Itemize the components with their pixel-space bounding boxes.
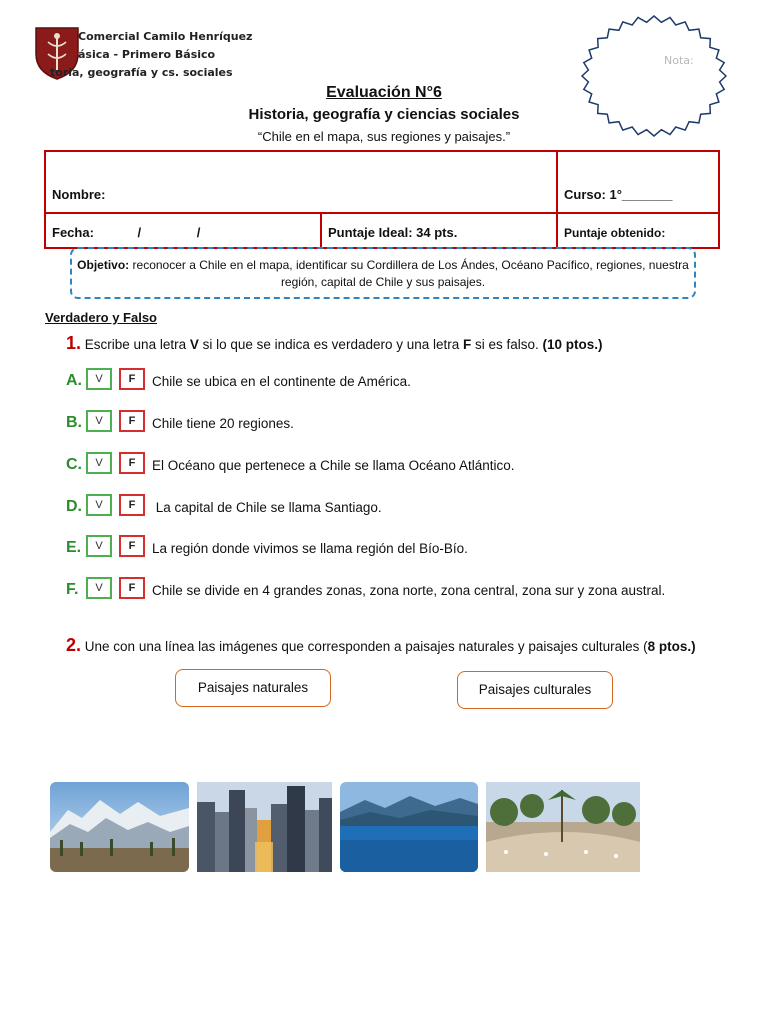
q1-points: (10 ptos.)	[542, 337, 603, 352]
name-field[interactable]	[45, 151, 557, 213]
true-box[interactable]: V	[86, 494, 112, 516]
item-statement: Chile se ubica en el continente de América.	[152, 374, 411, 389]
course-field[interactable]	[557, 151, 719, 213]
q1-text-a: Escribe una letra	[84, 337, 190, 352]
q2-text: Une con una línea las imágenes que corresponden a paisajes naturales y paisajes culturales (	[84, 639, 648, 654]
student-info-table	[44, 150, 720, 249]
q1-text-b: si lo que se indica es verdadero y una letra	[198, 337, 464, 352]
false-box[interactable]: F	[119, 494, 145, 516]
item-letter: E.	[66, 539, 82, 556]
true-box[interactable]: V	[86, 452, 112, 474]
name-label: Nombre:	[52, 187, 106, 202]
item-statement: El Océano que pertenece a Chile se llama Océano Atlántico.	[152, 458, 515, 473]
school-name: Comercial Camilo Henríquez	[78, 30, 253, 43]
evaluation-title: Evaluación N°6	[326, 84, 442, 101]
false-box[interactable]: F	[119, 368, 145, 390]
question-1-prompt	[66, 333, 603, 354]
q1-f: F	[463, 337, 472, 352]
false-box[interactable]: F	[119, 535, 145, 557]
obtained-score-label: Puntaje obtenido:	[564, 226, 666, 240]
section-title: Verdadero y Falso	[45, 310, 157, 325]
date-label: Fecha:	[52, 225, 94, 240]
q1-v: V	[189, 337, 199, 352]
date-slash-2: /	[196, 225, 201, 240]
true-box[interactable]: V	[86, 368, 112, 390]
item-statement: Chile se divide en 4 grandes zonas, zona norte, zona central, zona sur y zona austral.	[152, 583, 666, 598]
cultural-landscapes-label: Paisajes culturales	[457, 671, 613, 709]
item-letter: D.	[66, 498, 82, 515]
q1-text-c: si es falso.	[471, 337, 543, 352]
city-plaza-image[interactable]	[486, 782, 640, 872]
grade-label: Nota:	[664, 54, 694, 67]
ideal-score-label: Puntaje Ideal: 34 pts.	[328, 225, 458, 240]
objective-box	[70, 247, 696, 299]
course-label: Curso: 1°_______	[564, 187, 673, 202]
item-letter: F.	[66, 581, 79, 598]
true-box[interactable]: V	[86, 535, 112, 557]
false-box[interactable]: F	[119, 410, 145, 432]
false-box[interactable]: F	[119, 577, 145, 599]
item-statement: La región donde vivimos se llama región del Bío-Bío.	[152, 541, 468, 556]
evaluation-theme: “Chile en el mapa, sus regiones y paisajes.”	[257, 129, 511, 144]
true-box[interactable]: V	[86, 410, 112, 432]
false-box[interactable]: F	[119, 452, 145, 474]
date-slash-1: /	[137, 225, 142, 240]
question-1-number: 1.	[66, 333, 82, 353]
date-field[interactable]	[45, 213, 321, 248]
item-statement: Chile tiene 20 regiones.	[152, 416, 294, 431]
objective-text: reconocer a Chile en el mapa, identificar su Cordillera de Los Ándes, Océano Pacífico, regiones, nuestra región, capital de Chile y sus paisajes.	[129, 258, 689, 289]
item-letter: C.	[66, 456, 82, 473]
mountain-landscape-image[interactable]	[50, 782, 189, 872]
obtained-score-field[interactable]	[557, 213, 719, 248]
item-letter: A.	[66, 372, 82, 389]
item-statement: La capital de Chile se llama Santiago.	[152, 500, 382, 515]
question-2-number: 2.	[66, 635, 82, 655]
true-box[interactable]: V	[86, 577, 112, 599]
school-header	[50, 28, 253, 82]
item-letter: B.	[66, 414, 82, 431]
school-level: ásica - Primero Básico	[78, 48, 216, 61]
natural-landscapes-label: Paisajes naturales	[175, 669, 331, 707]
q2-points: 8 ptos.)	[647, 639, 696, 654]
school-subject: toria, geografía y cs. sociales	[50, 66, 233, 79]
lake-landscape-image[interactable]	[340, 782, 478, 872]
city-skyline-image[interactable]	[197, 782, 332, 872]
objective-label: Objetivo:	[77, 258, 130, 272]
question-2-prompt	[66, 631, 736, 661]
evaluation-subject: Historia, geografía y ciencias sociales	[248, 106, 520, 123]
ideal-score-cell	[321, 213, 557, 248]
